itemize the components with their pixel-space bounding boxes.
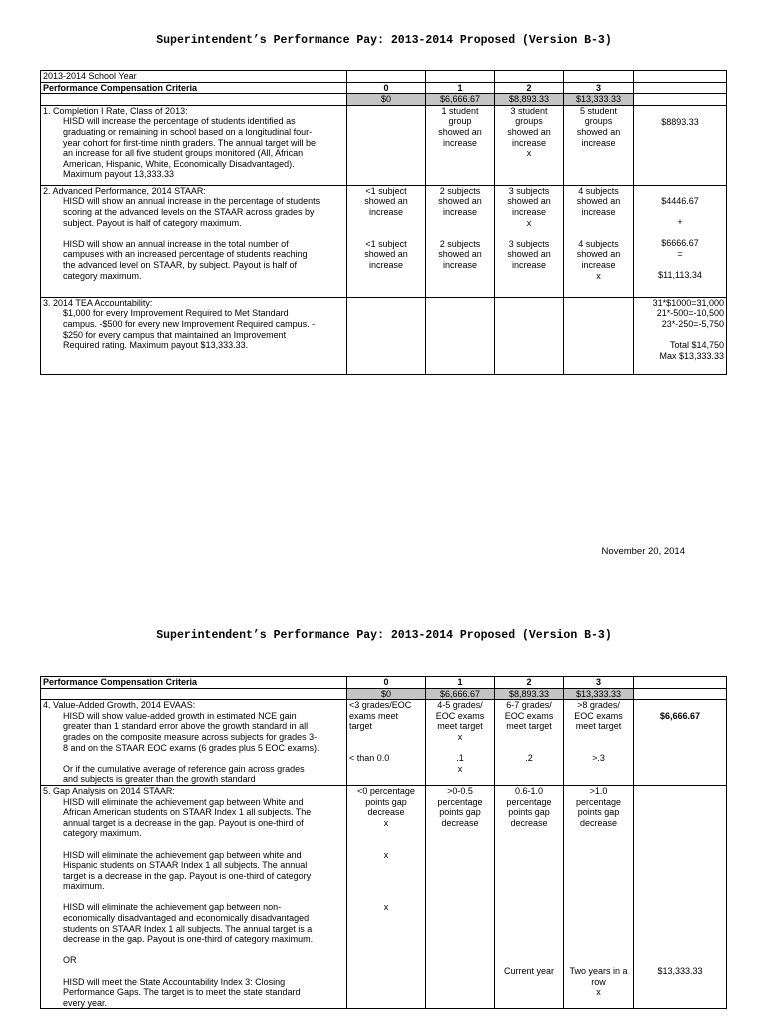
level-0: 0 — [347, 82, 426, 94]
level-0: 0 — [347, 677, 426, 689]
amount-2: $8,893.33 — [495, 688, 564, 700]
level-cell: <3 grades/EOC exams meet target < than 0.0 — [347, 700, 426, 786]
level-cell: 4 subjects showed an increase 4 subjects showed an increase x — [564, 185, 634, 297]
level-cell: >0-0.5 percentage points gap decrease — [426, 785, 495, 1008]
level-header-row — [41, 677, 727, 689]
level-3: 3 — [564, 82, 634, 94]
criteria-label: Performance Compensation Criteria — [41, 677, 347, 689]
page-title: Superintendent’s Performance Pay: 2013-2014 Proposed (Version B-3) — [156, 629, 612, 642]
performance-table-2 — [40, 676, 727, 1009]
criteria-row-4 — [41, 700, 727, 786]
amount-3: $13,333.33 — [564, 94, 634, 106]
criteria-description: 2. Advanced Performance, 2014 STAAR: HISD will show an annual increase in the percentage of students scoring at the advanced levels on the STAAR across grades by subject. Payout is half of category maximum. HISD will show an annual increase in the total number of campuses with an increased percentage of students reaching the advanced level on STAAR, by subject. Payout is half of category maximum. — [41, 185, 347, 297]
amount-3: $13,333.33 — [564, 688, 634, 700]
criteria-row-1 — [41, 105, 727, 185]
level-1: 1 — [426, 677, 495, 689]
performance-table-1 — [40, 70, 727, 375]
level-header-row — [41, 82, 727, 94]
criteria-description: 4. Value-Added Growth, 2014 EVAAS: HISD will show value-added growth in estimated NCE gain greater than 1 standard error above the growth standard in all grades on the composite measure across subjects for grades 3- 8 and on the STAAR EOC exams (6 grades plus 5 EOC exams). Or if the cumulative average of reference gain across grades and subjects is greater than the growth standard — [41, 700, 347, 786]
page-title: Superintendent’s Performance Pay: 2013-2014 Proposed (Version B-3) — [156, 34, 612, 47]
level-cell: 3 student groups showed an increase x — [495, 105, 564, 185]
payout-cell: $13,333.33 — [634, 785, 727, 1008]
level-cell: <1 subject showed an increase <1 subject showed an increase — [347, 185, 426, 297]
amount-1: $6,666.67 — [426, 94, 495, 106]
level-cell: 6-7 grades/ EOC exams meet target .2 — [495, 700, 564, 786]
document-date: November 20, 2014 — [601, 546, 685, 557]
level-cell: 2 subjects showed an increase 2 subjects showed an increase — [426, 185, 495, 297]
level-cell: >1.0 percentage points gap decrease Two years in a row x — [564, 785, 634, 1008]
level-cell: 1 student group showed an increase — [426, 105, 495, 185]
criteria-label: Performance Compensation Criteria — [41, 82, 347, 94]
payout-cell: 31*$1000=31,000 21*-500=-10,500 23*-250=-5,750 Total $14,750 Max $13,333.33 — [634, 297, 727, 374]
amount-0: $0 — [347, 94, 426, 106]
criteria-row-2 — [41, 185, 727, 297]
level-2: 2 — [495, 677, 564, 689]
criteria-description: 5. Gap Analysis on 2014 STAAR: HISD will eliminate the achievement gap between White and African American students on STAAR Index 1 all subjects. The annual target is a decrease in the gap. Payout is one-third of category maximum. HISD will eliminate the achievement gap between white and Hispanic students on STAAR Index 1 all subjects. The annual target is a decrease in the gap. Payout is one-third of category maximum. HISD will eliminate the achievement gap between non- economically disadvantaged and economically disadvantaged students on STAAR Index 1 all subjects. The annual target is a decrease in the gap. Payout is one-third of category maximum. OR HISD will meet the State Accountability Index 3: Closing Performance Gaps. The target is to meet the state standard every year. — [41, 785, 347, 1008]
payout-cell: $4446.67 + $6666.67 = $11,113.34 — [634, 185, 727, 297]
criteria-row-5 — [41, 785, 727, 1008]
criteria-row-3 — [41, 297, 727, 374]
level-cell: >8 grades/ EOC exams meet target >.3 — [564, 700, 634, 786]
amount-row — [41, 688, 727, 700]
level-cell: 5 student groups showed an increase — [564, 105, 634, 185]
payout-cell: $6,666.67 — [634, 700, 727, 786]
level-cell: <0 percentage points gap decrease x x x — [347, 785, 426, 1008]
level-2: 2 — [495, 82, 564, 94]
payout-cell: $8893.33 — [634, 105, 727, 185]
level-3: 3 — [564, 677, 634, 689]
school-year-row — [41, 71, 727, 83]
amount-2: $8,893.33 — [495, 94, 564, 106]
criteria-description: 3. 2014 TEA Accountability: $1,000 for every Improvement Required to Met Standard campus. -$500 for every new Improvement Required campus. - $250 for every campus that maintained an Improvement Required rating. Maximum payout $13,333.33. — [41, 297, 347, 374]
level-cell: 4-5 grades/ EOC exams meet target x .1 x — [426, 700, 495, 786]
level-cell: 0.6-1.0 percentage points gap decrease Current year — [495, 785, 564, 1008]
amount-1: $6,666.67 — [426, 688, 495, 700]
level-1: 1 — [426, 82, 495, 94]
level-cell: 3 subjects showed an increase x 3 subjects showed an increase — [495, 185, 564, 297]
amount-0: $0 — [347, 688, 426, 700]
amount-row — [41, 94, 727, 106]
criteria-description: 1. Completion I Rate, Class of 2013: HISD will increase the percentage of students identified as graduating or remaining in school based on a longitudinal four- year cohort for first-time ninth graders. The annual target will be an increase for all five student groups monitored (All, African American, Hispanic, White, Economically Disadvantaged). Maximum payout 13,333.33 — [41, 105, 347, 185]
school-year-label: 2013-2014 School Year — [41, 71, 347, 83]
